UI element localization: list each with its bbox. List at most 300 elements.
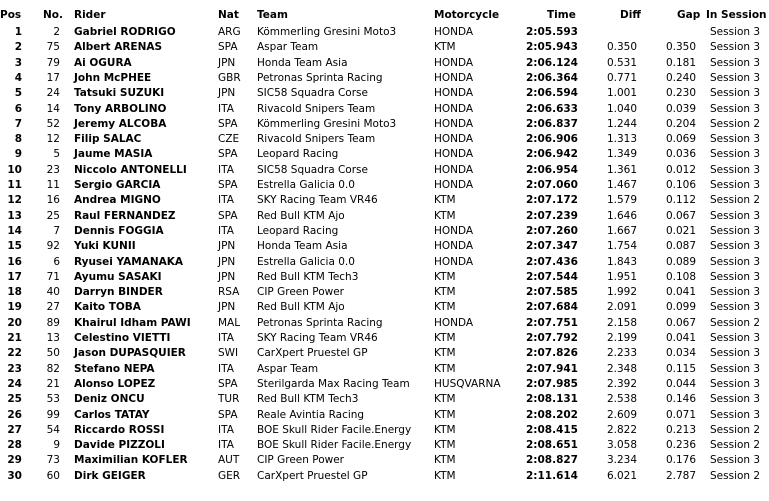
cell-time: 2:07.792 bbox=[525, 332, 578, 344]
cell-nat: MAL bbox=[218, 316, 241, 329]
cell-rider: Raul FERNANDEZ bbox=[74, 209, 176, 222]
cell-rider: Ryusei YAMANAKA bbox=[74, 255, 184, 268]
cell-diff: 2.538 bbox=[606, 393, 637, 406]
cell-moto: KTM bbox=[434, 270, 456, 283]
cell-rider: Deniz ONCU bbox=[74, 393, 145, 406]
cell-moto: KTM bbox=[434, 362, 456, 375]
cell-nat: ITA bbox=[218, 224, 234, 237]
cell-no: 92 bbox=[46, 240, 60, 253]
cell-rider: Dennis FOGGIA bbox=[74, 224, 164, 237]
cell-moto: KTM bbox=[434, 423, 456, 436]
cell-moto: HONDA bbox=[434, 163, 474, 176]
cell-no: 11 bbox=[46, 179, 60, 191]
cell-diff: 6.021 bbox=[606, 469, 637, 482]
cell-time: 2:07.260 bbox=[525, 224, 578, 237]
cell-diff: 1.667 bbox=[606, 224, 637, 237]
cell-team: Estrella Galicia 0.0 bbox=[257, 255, 355, 268]
cell-gap: 0.089 bbox=[665, 255, 696, 268]
cell-session: Session 3 bbox=[710, 87, 761, 100]
cell-gap: 0.108 bbox=[665, 270, 696, 283]
cell-gap: 0.176 bbox=[665, 454, 696, 467]
cell-pos: 5 bbox=[14, 87, 22, 100]
cell-moto: KTM bbox=[434, 209, 456, 222]
header-pos: Pos bbox=[0, 9, 22, 21]
cell-gap: 0.115 bbox=[665, 362, 696, 375]
cell-moto: HONDA bbox=[434, 133, 474, 146]
cell-diff: 2.091 bbox=[606, 301, 637, 314]
cell-time: 2:06.906 bbox=[525, 133, 578, 146]
cell-pos: 15 bbox=[7, 240, 22, 253]
cell-session: Session 3 bbox=[710, 148, 761, 161]
cell-no: 71 bbox=[46, 270, 60, 283]
cell-no: 40 bbox=[46, 286, 60, 299]
cell-gap: 0.067 bbox=[665, 209, 696, 222]
cell-no: 24 bbox=[46, 87, 60, 100]
cell-no: 16 bbox=[46, 194, 60, 207]
cell-team: Rivacold Snipers Team bbox=[257, 102, 376, 115]
cell-team: Honda Team Asia bbox=[257, 56, 348, 69]
cell-rider: Jason DUPASQUIER bbox=[74, 347, 186, 360]
cell-pos: 11 bbox=[7, 179, 22, 191]
cell-nat: SWI bbox=[218, 347, 239, 360]
cell-team: SKY Racing Team VR46 bbox=[257, 194, 378, 207]
cell-moto: HONDA bbox=[434, 87, 474, 100]
cell-nat: SPA bbox=[218, 209, 238, 222]
cell-gap: 0.067 bbox=[665, 316, 696, 329]
cell-session: Session 3 bbox=[710, 163, 761, 176]
cell-diff: 1.843 bbox=[606, 255, 637, 268]
cell-time: 2:08.202 bbox=[525, 408, 578, 421]
cell-diff: 1.992 bbox=[606, 286, 637, 299]
cell-pos: 4 bbox=[14, 71, 22, 84]
cell-team: Leopard Racing bbox=[257, 224, 339, 237]
cell-time: 2:07.684 bbox=[525, 301, 578, 314]
cell-nat: SPA bbox=[218, 117, 238, 130]
cell-time: 2:11.614 bbox=[525, 469, 578, 482]
cell-session: Session 2 bbox=[710, 469, 761, 482]
cell-session: Session 3 bbox=[710, 362, 761, 375]
table-row bbox=[0, 163, 769, 178]
cell-moto: HONDA bbox=[434, 26, 474, 38]
cell-session: Session 2 bbox=[710, 194, 761, 207]
cell-gap: 0.213 bbox=[665, 423, 696, 436]
cell-gap: 0.044 bbox=[665, 377, 696, 390]
cell-no: 13 bbox=[46, 332, 60, 344]
cell-diff: 2.158 bbox=[606, 316, 637, 329]
cell-session: Session 3 bbox=[710, 209, 761, 222]
table-header bbox=[0, 8, 769, 23]
table-row bbox=[0, 25, 769, 40]
cell-moto: KTM bbox=[434, 454, 456, 467]
cell-team: SKY Racing Team VR46 bbox=[257, 332, 378, 344]
cell-session: Session 3 bbox=[710, 270, 761, 283]
cell-rider: Niccolo ANTONELLI bbox=[74, 163, 187, 176]
cell-moto: KTM bbox=[434, 439, 456, 452]
cell-rider: Jeremy ALCOBA bbox=[74, 117, 167, 130]
cell-time: 2:07.436 bbox=[525, 255, 578, 268]
cell-moto: KTM bbox=[434, 393, 456, 406]
cell-team: Reale Avintia Racing bbox=[257, 408, 365, 421]
cell-gap: 0.099 bbox=[665, 301, 696, 314]
cell-time: 2:06.633 bbox=[525, 102, 578, 115]
cell-rider: John McPHEE bbox=[74, 71, 152, 84]
cell-pos: 25 bbox=[7, 393, 22, 406]
cell-pos: 24 bbox=[7, 377, 22, 390]
cell-rider: Ayumu SASAKI bbox=[74, 270, 162, 283]
cell-pos: 10 bbox=[7, 163, 22, 176]
cell-diff: 1.579 bbox=[606, 194, 637, 207]
cell-gap: 0.181 bbox=[665, 56, 696, 69]
cell-team: Honda Team Asia bbox=[257, 240, 348, 253]
cell-session: Session 2 bbox=[710, 117, 761, 130]
cell-no: 6 bbox=[53, 255, 60, 268]
cell-gap: 0.034 bbox=[665, 347, 696, 360]
cell-nat: CZE bbox=[218, 133, 240, 146]
table-row bbox=[0, 362, 769, 377]
cell-moto: HONDA bbox=[434, 117, 474, 130]
cell-nat: SPA bbox=[218, 179, 238, 191]
header-gap: Gap bbox=[677, 9, 701, 21]
cell-no: 25 bbox=[46, 209, 60, 222]
cell-moto: HONDA bbox=[434, 179, 474, 191]
cell-session: Session 3 bbox=[710, 377, 761, 390]
table-row bbox=[0, 469, 769, 484]
cell-team: Kömmerling Gresini Moto3 bbox=[257, 26, 397, 38]
header-session: In Session bbox=[706, 9, 767, 21]
cell-pos: 7 bbox=[14, 117, 22, 130]
table-row bbox=[0, 408, 769, 423]
cell-time: 2:07.060 bbox=[525, 179, 578, 191]
cell-session: Session 2 bbox=[710, 423, 761, 436]
cell-gap: 0.021 bbox=[665, 224, 696, 237]
cell-gap: 0.240 bbox=[665, 71, 696, 84]
cell-pos: 3 bbox=[14, 56, 22, 69]
cell-session: Session 3 bbox=[710, 71, 761, 84]
cell-diff: 3.234 bbox=[606, 454, 637, 467]
cell-nat: ITA bbox=[218, 102, 234, 115]
cell-pos: 23 bbox=[7, 362, 22, 375]
cell-session: Session 3 bbox=[710, 133, 761, 146]
cell-moto: KTM bbox=[434, 301, 456, 314]
cell-team: Kömmerling Gresini Moto3 bbox=[257, 117, 397, 130]
cell-session: Session 3 bbox=[710, 102, 761, 115]
header-motorcycle: Motorcycle bbox=[434, 9, 500, 21]
cell-rider: Carlos TATAY bbox=[74, 408, 150, 421]
cell-pos: 19 bbox=[7, 301, 22, 314]
cell-rider: Celestino VIETTI bbox=[74, 332, 171, 344]
cell-rider: Albert ARENAS bbox=[74, 41, 163, 54]
cell-diff: 1.467 bbox=[606, 179, 637, 191]
cell-no: 50 bbox=[46, 347, 60, 360]
cell-time: 2:08.415 bbox=[525, 423, 578, 436]
cell-moto: HONDA bbox=[434, 255, 474, 268]
cell-diff: 0.771 bbox=[606, 71, 637, 84]
cell-time: 2:08.827 bbox=[525, 454, 578, 467]
cell-time: 2:07.172 bbox=[525, 194, 578, 207]
cell-session: Session 3 bbox=[710, 224, 761, 237]
cell-pos: 21 bbox=[7, 332, 22, 344]
cell-time: 2:07.585 bbox=[525, 286, 578, 299]
cell-no: 52 bbox=[46, 117, 60, 130]
cell-session: Session 3 bbox=[710, 286, 761, 299]
cell-moto: KTM bbox=[434, 347, 456, 360]
cell-nat: SPA bbox=[218, 408, 238, 421]
table-row bbox=[0, 377, 769, 392]
cell-rider: Tony ARBOLINO bbox=[74, 102, 167, 115]
cell-no: 73 bbox=[46, 454, 60, 467]
cell-diff: 2.392 bbox=[606, 377, 637, 390]
cell-gap: 0.012 bbox=[665, 163, 696, 176]
cell-time: 2:08.131 bbox=[525, 393, 578, 406]
cell-no: 21 bbox=[46, 377, 60, 390]
table-row bbox=[0, 255, 769, 270]
cell-pos: 9 bbox=[14, 148, 22, 161]
cell-time: 2:07.826 bbox=[525, 347, 578, 360]
table-row bbox=[0, 438, 769, 453]
table-row bbox=[0, 300, 769, 315]
cell-nat: SPA bbox=[218, 148, 238, 161]
cell-session: Session 3 bbox=[710, 56, 761, 69]
cell-time: 2:06.942 bbox=[525, 148, 578, 161]
cell-nat: GBR bbox=[218, 71, 241, 84]
cell-time: 2:06.954 bbox=[525, 163, 578, 176]
cell-gap: 0.236 bbox=[665, 439, 696, 452]
cell-team: Rivacold Snipers Team bbox=[257, 133, 376, 146]
cell-moto: KTM bbox=[434, 194, 456, 207]
cell-nat: JPN bbox=[218, 301, 236, 314]
cell-session: Session 2 bbox=[710, 439, 761, 452]
header-team: Team bbox=[257, 9, 288, 21]
cell-team: CIP Green Power bbox=[257, 454, 344, 467]
cell-pos: 27 bbox=[7, 423, 22, 436]
table-row bbox=[0, 453, 769, 468]
cell-team: Red Bull KTM Tech3 bbox=[257, 270, 359, 283]
table-row bbox=[0, 239, 769, 254]
cell-team: BOE Skull Rider Facile.Energy bbox=[257, 423, 412, 436]
cell-time: 2:06.124 bbox=[525, 56, 578, 69]
cell-team: CarXpert Pruestel GP bbox=[257, 347, 368, 360]
table-row bbox=[0, 392, 769, 407]
cell-time: 2:08.651 bbox=[525, 439, 578, 452]
cell-nat: ITA bbox=[218, 439, 234, 452]
cell-gap: 0.036 bbox=[665, 148, 696, 161]
cell-no: 60 bbox=[46, 469, 60, 482]
cell-gap: 0.087 bbox=[665, 240, 696, 253]
cell-rider: Kaito TOBA bbox=[74, 301, 141, 314]
cell-rider: Khairul Idham PAWI bbox=[74, 316, 191, 329]
cell-team: Aspar Team bbox=[257, 41, 319, 54]
cell-no: 54 bbox=[46, 423, 60, 436]
cell-gap: 0.146 bbox=[665, 393, 696, 406]
cell-session: Session 3 bbox=[710, 408, 761, 421]
cell-session: Session 3 bbox=[710, 41, 761, 54]
cell-nat: ITA bbox=[218, 163, 234, 176]
cell-team: Red Bull KTM Ajo bbox=[257, 301, 345, 314]
cell-team: Red Bull KTM Ajo bbox=[257, 209, 345, 222]
cell-diff: 3.058 bbox=[606, 439, 637, 452]
cell-rider: Stefano NEPA bbox=[74, 362, 155, 375]
cell-session: Session 3 bbox=[710, 393, 761, 406]
table-row bbox=[0, 40, 769, 55]
cell-pos: 1 bbox=[14, 26, 22, 38]
table-row bbox=[0, 86, 769, 101]
cell-nat: ITA bbox=[218, 194, 234, 207]
cell-nat: SPA bbox=[218, 41, 238, 54]
cell-nat: JPN bbox=[218, 56, 236, 69]
cell-pos: 29 bbox=[7, 454, 22, 467]
cell-nat: ITA bbox=[218, 332, 234, 344]
cell-diff: 1.040 bbox=[606, 102, 637, 115]
cell-rider: Dirk GEIGER bbox=[74, 469, 146, 482]
table-row bbox=[0, 224, 769, 239]
cell-pos: 22 bbox=[7, 347, 22, 360]
cell-rider: Tatsuki SUZUKI bbox=[74, 87, 165, 100]
header-nat: Nat bbox=[218, 9, 239, 21]
cell-team: Red Bull KTM Tech3 bbox=[257, 393, 359, 406]
cell-time: 2:05.943 bbox=[525, 41, 578, 54]
cell-time: 2:06.837 bbox=[525, 117, 578, 130]
cell-nat: JPN bbox=[218, 87, 236, 100]
cell-moto: KTM bbox=[434, 286, 456, 299]
cell-pos: 17 bbox=[7, 270, 22, 283]
table-row bbox=[0, 117, 769, 132]
cell-nat: JPN bbox=[218, 255, 236, 268]
cell-pos: 14 bbox=[7, 224, 22, 237]
cell-gap: 0.069 bbox=[665, 133, 696, 146]
cell-time: 2:07.941 bbox=[525, 362, 578, 375]
cell-pos: 6 bbox=[14, 102, 22, 115]
cell-team: Leopard Racing bbox=[257, 148, 339, 161]
cell-gap: 2.787 bbox=[665, 469, 696, 482]
cell-gap: 0.041 bbox=[665, 286, 696, 299]
cell-diff: 1.001 bbox=[606, 87, 637, 100]
cell-moto: KTM bbox=[434, 408, 456, 421]
cell-pos: 8 bbox=[14, 133, 22, 146]
cell-team: BOE Skull Rider Facile.Energy bbox=[257, 439, 412, 452]
cell-session: Session 3 bbox=[710, 26, 761, 38]
cell-time: 2:07.239 bbox=[525, 209, 578, 222]
cell-session: Session 3 bbox=[710, 179, 761, 191]
cell-time: 2:07.347 bbox=[525, 240, 578, 253]
cell-diff: 2.822 bbox=[606, 423, 637, 436]
cell-rider: Davide PIZZOLI bbox=[74, 439, 165, 452]
cell-rider: Ai OGURA bbox=[74, 56, 132, 69]
cell-moto: KTM bbox=[434, 469, 456, 482]
cell-diff: 2.348 bbox=[606, 362, 637, 375]
cell-rider: Sergio GARCIA bbox=[74, 179, 161, 191]
cell-time: 2:07.544 bbox=[525, 270, 578, 283]
cell-pos: 20 bbox=[7, 316, 22, 329]
cell-gap: 0.112 bbox=[665, 194, 696, 207]
cell-nat: ARG bbox=[218, 26, 241, 38]
table-row bbox=[0, 132, 769, 147]
cell-no: 99 bbox=[46, 408, 60, 421]
cell-diff: 0.350 bbox=[606, 41, 637, 54]
cell-time: 2:06.364 bbox=[525, 71, 578, 84]
table-row bbox=[0, 423, 769, 438]
cell-nat: SPA bbox=[218, 377, 238, 390]
cell-gap: 0.041 bbox=[665, 332, 696, 344]
cell-team: SIC58 Squadra Corse bbox=[257, 163, 368, 176]
table-row bbox=[0, 178, 769, 193]
cell-moto: HONDA bbox=[434, 148, 474, 161]
cell-team: Sterilgarda Max Racing Team bbox=[257, 377, 410, 390]
header-no: No. bbox=[43, 9, 63, 21]
cell-rider: Riccardo ROSSI bbox=[74, 423, 165, 436]
table-row bbox=[0, 56, 769, 71]
cell-no: 2 bbox=[53, 26, 60, 38]
table-row bbox=[0, 316, 769, 331]
cell-rider: Maximilian KOFLER bbox=[74, 454, 188, 467]
cell-rider: Darryn BINDER bbox=[74, 286, 163, 299]
cell-moto: HONDA bbox=[434, 71, 474, 84]
cell-nat: RSA bbox=[218, 286, 240, 299]
cell-no: 5 bbox=[53, 148, 60, 161]
cell-diff: 1.361 bbox=[606, 163, 637, 176]
cell-moto: HUSQVARNA bbox=[434, 377, 501, 390]
cell-no: 79 bbox=[46, 56, 60, 69]
cell-no: 7 bbox=[53, 224, 60, 237]
cell-rider: Yuki KUNII bbox=[74, 240, 136, 253]
cell-gap: 0.230 bbox=[665, 87, 696, 100]
cell-no: 89 bbox=[46, 316, 60, 329]
cell-session: Session 3 bbox=[710, 240, 761, 253]
cell-rider: Gabriel RODRIGO bbox=[74, 26, 176, 38]
cell-diff: 0.531 bbox=[606, 56, 637, 69]
cell-gap: 0.071 bbox=[665, 408, 696, 421]
cell-pos: 26 bbox=[7, 408, 22, 421]
table-row bbox=[0, 346, 769, 361]
cell-team: SIC58 Squadra Corse bbox=[257, 87, 368, 100]
cell-diff: 1.951 bbox=[606, 270, 637, 283]
cell-no: 27 bbox=[46, 301, 60, 314]
cell-diff: 1.349 bbox=[606, 148, 637, 161]
cell-pos: 2 bbox=[14, 41, 22, 54]
cell-gap: 0.106 bbox=[665, 179, 696, 191]
cell-moto: HONDA bbox=[434, 56, 474, 69]
cell-team: Petronas Sprinta Racing bbox=[257, 71, 383, 84]
cell-time: 2:06.594 bbox=[525, 87, 578, 100]
cell-team: CIP Green Power bbox=[257, 286, 344, 299]
cell-no: 53 bbox=[46, 393, 60, 406]
cell-session: Session 2 bbox=[710, 316, 761, 329]
cell-no: 17 bbox=[46, 71, 60, 84]
cell-pos: 12 bbox=[7, 194, 22, 207]
cell-gap: 0.039 bbox=[665, 102, 696, 115]
cell-diff: 2.609 bbox=[606, 408, 637, 421]
cell-session: Session 3 bbox=[710, 255, 761, 268]
cell-nat: ITA bbox=[218, 362, 234, 375]
cell-session: Session 3 bbox=[710, 454, 761, 467]
cell-no: 9 bbox=[53, 439, 60, 452]
cell-time: 2:07.985 bbox=[525, 377, 578, 390]
cell-session: Session 3 bbox=[710, 347, 761, 360]
cell-time: 2:05.593 bbox=[525, 26, 578, 38]
cell-team: CarXpert Pruestel GP bbox=[257, 469, 368, 482]
cell-gap: 0.204 bbox=[665, 117, 696, 130]
cell-pos: 30 bbox=[7, 469, 22, 482]
cell-no: 75 bbox=[46, 41, 60, 54]
cell-team: Estrella Galicia 0.0 bbox=[257, 179, 355, 191]
cell-pos: 28 bbox=[7, 439, 22, 452]
cell-nat: JPN bbox=[218, 240, 236, 253]
table-row bbox=[0, 102, 769, 117]
cell-pos: 16 bbox=[7, 255, 22, 268]
cell-no: 82 bbox=[46, 362, 60, 375]
cell-rider: Alonso LOPEZ bbox=[74, 377, 156, 390]
cell-nat: JPN bbox=[218, 270, 236, 283]
cell-moto: KTM bbox=[434, 332, 456, 344]
